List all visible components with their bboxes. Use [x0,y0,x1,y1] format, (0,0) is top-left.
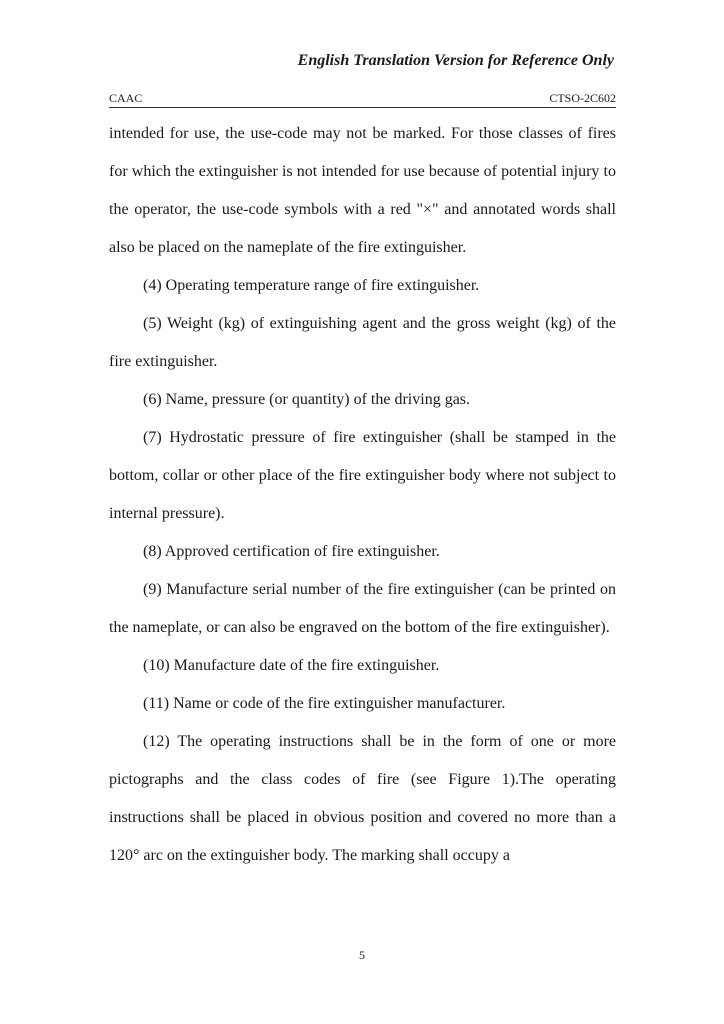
paragraph-item-6: (6) Name, pressure (or quantity) of the driving gas. [143,391,471,408]
paragraph-item-5: (5) Weight (kg) of extinguishing agent and the gross weight (kg) of the fire extinguisher. [109,315,616,370]
page-number: 5 [359,948,365,962]
paragraph-item-9: (9) Manufacture serial number of the fire extinguisher (can be printed on the nameplate, or can also be engraved on the bottom of the fire extinguisher). [109,581,616,636]
paragraph-item-7: (7) Hydrostatic pressure of fire extinguisher (shall be stamped in the bottom, collar or other place of the fire extinguisher body where not subject to internal pressure). [109,429,616,522]
paragraph-item-8: (8) Approved certification of fire extinguisher. [143,543,440,560]
paragraph-item-10: (10) Manufacture date of the fire extinguisher. [143,657,440,674]
paragraph-item-12: (12) The operating instructions shall be in the form of one or more pictographs and the class codes of fire (see Figure 1).The operating instructions shall be placed in obvious position and covered no more than a 120° arc on the extinguisher body. The marking shall occupy a [109,733,616,864]
header-doc-id: CTSO-2C602 [549,91,616,105]
translation-note: English Translation Version for Reference Only [297,52,614,69]
body-text [109,115,616,875]
paragraph-continuation: intended for use, the use-code may not be marked. For those classes of fires for which the extinguisher is not intended for use because of potential injury to the operator, the use-code symbols with a red "×" and annotated words shall also be placed on the nameplate of the fire extinguisher. [109,125,616,256]
paragraph-item-11: (11) Name or code of the fire extinguisher manufacturer. [143,695,506,712]
paragraph-item-4: (4) Operating temperature range of fire extinguisher. [143,277,480,294]
header-org: CAAC [109,91,143,105]
running-header [109,91,616,108]
